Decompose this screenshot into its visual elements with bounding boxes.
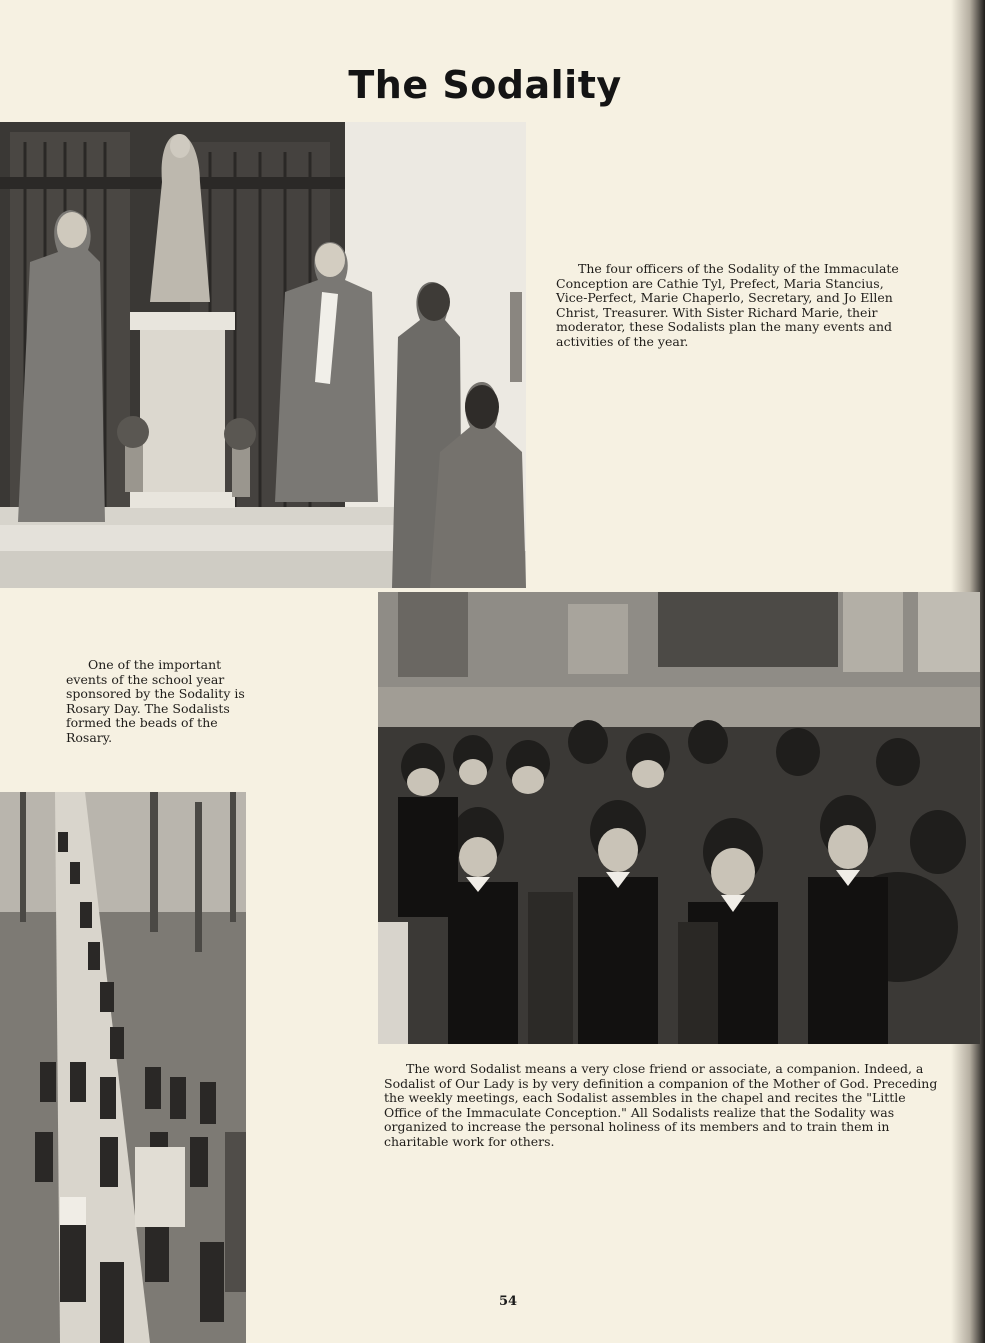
officers-caption (556, 262, 908, 350)
rosary-procession-photo (0, 792, 246, 1343)
sodalist-meaning-caption (384, 1062, 944, 1150)
page-number: 54 (498, 1294, 518, 1309)
rosary-day-caption (66, 658, 246, 746)
rosary-day-caption-text: One of the important events of the school year sponsored by the Sodality is Rosary Day. The Sodalists formed the beads of the Rosary. (66, 657, 245, 745)
page-title: The Sodality (348, 63, 622, 108)
chapel-prayer-photo (378, 592, 980, 1044)
sodalist-meaning-caption-text: The word Sodalist means a very close friend or associate, a companion. Indeed, a Sodalist of Our Lady is by very definition a companion of the Mother of God. Preceding the weekly meetings, each Sodalist assembles in the chapel and recites the "Little Office of the Immaculate Conception." All Sodalists realize that the Sodality was organized to increase the personal holiness of its members and to train them in charitable work for others. (384, 1061, 938, 1149)
officers-caption-text: The four officers of the Sodality of the Immaculate Conception are Cathie Tyl, Prefect, Maria Stancius, Vice-Perfect, Marie Chaperlo, Secretary, and Jo Ellen Christ, Treasurer. With Sister Richard Marie, their moderator, these Sodalists plan the many events and activities of the year. (556, 261, 899, 349)
officers-statue-photo (0, 122, 526, 588)
